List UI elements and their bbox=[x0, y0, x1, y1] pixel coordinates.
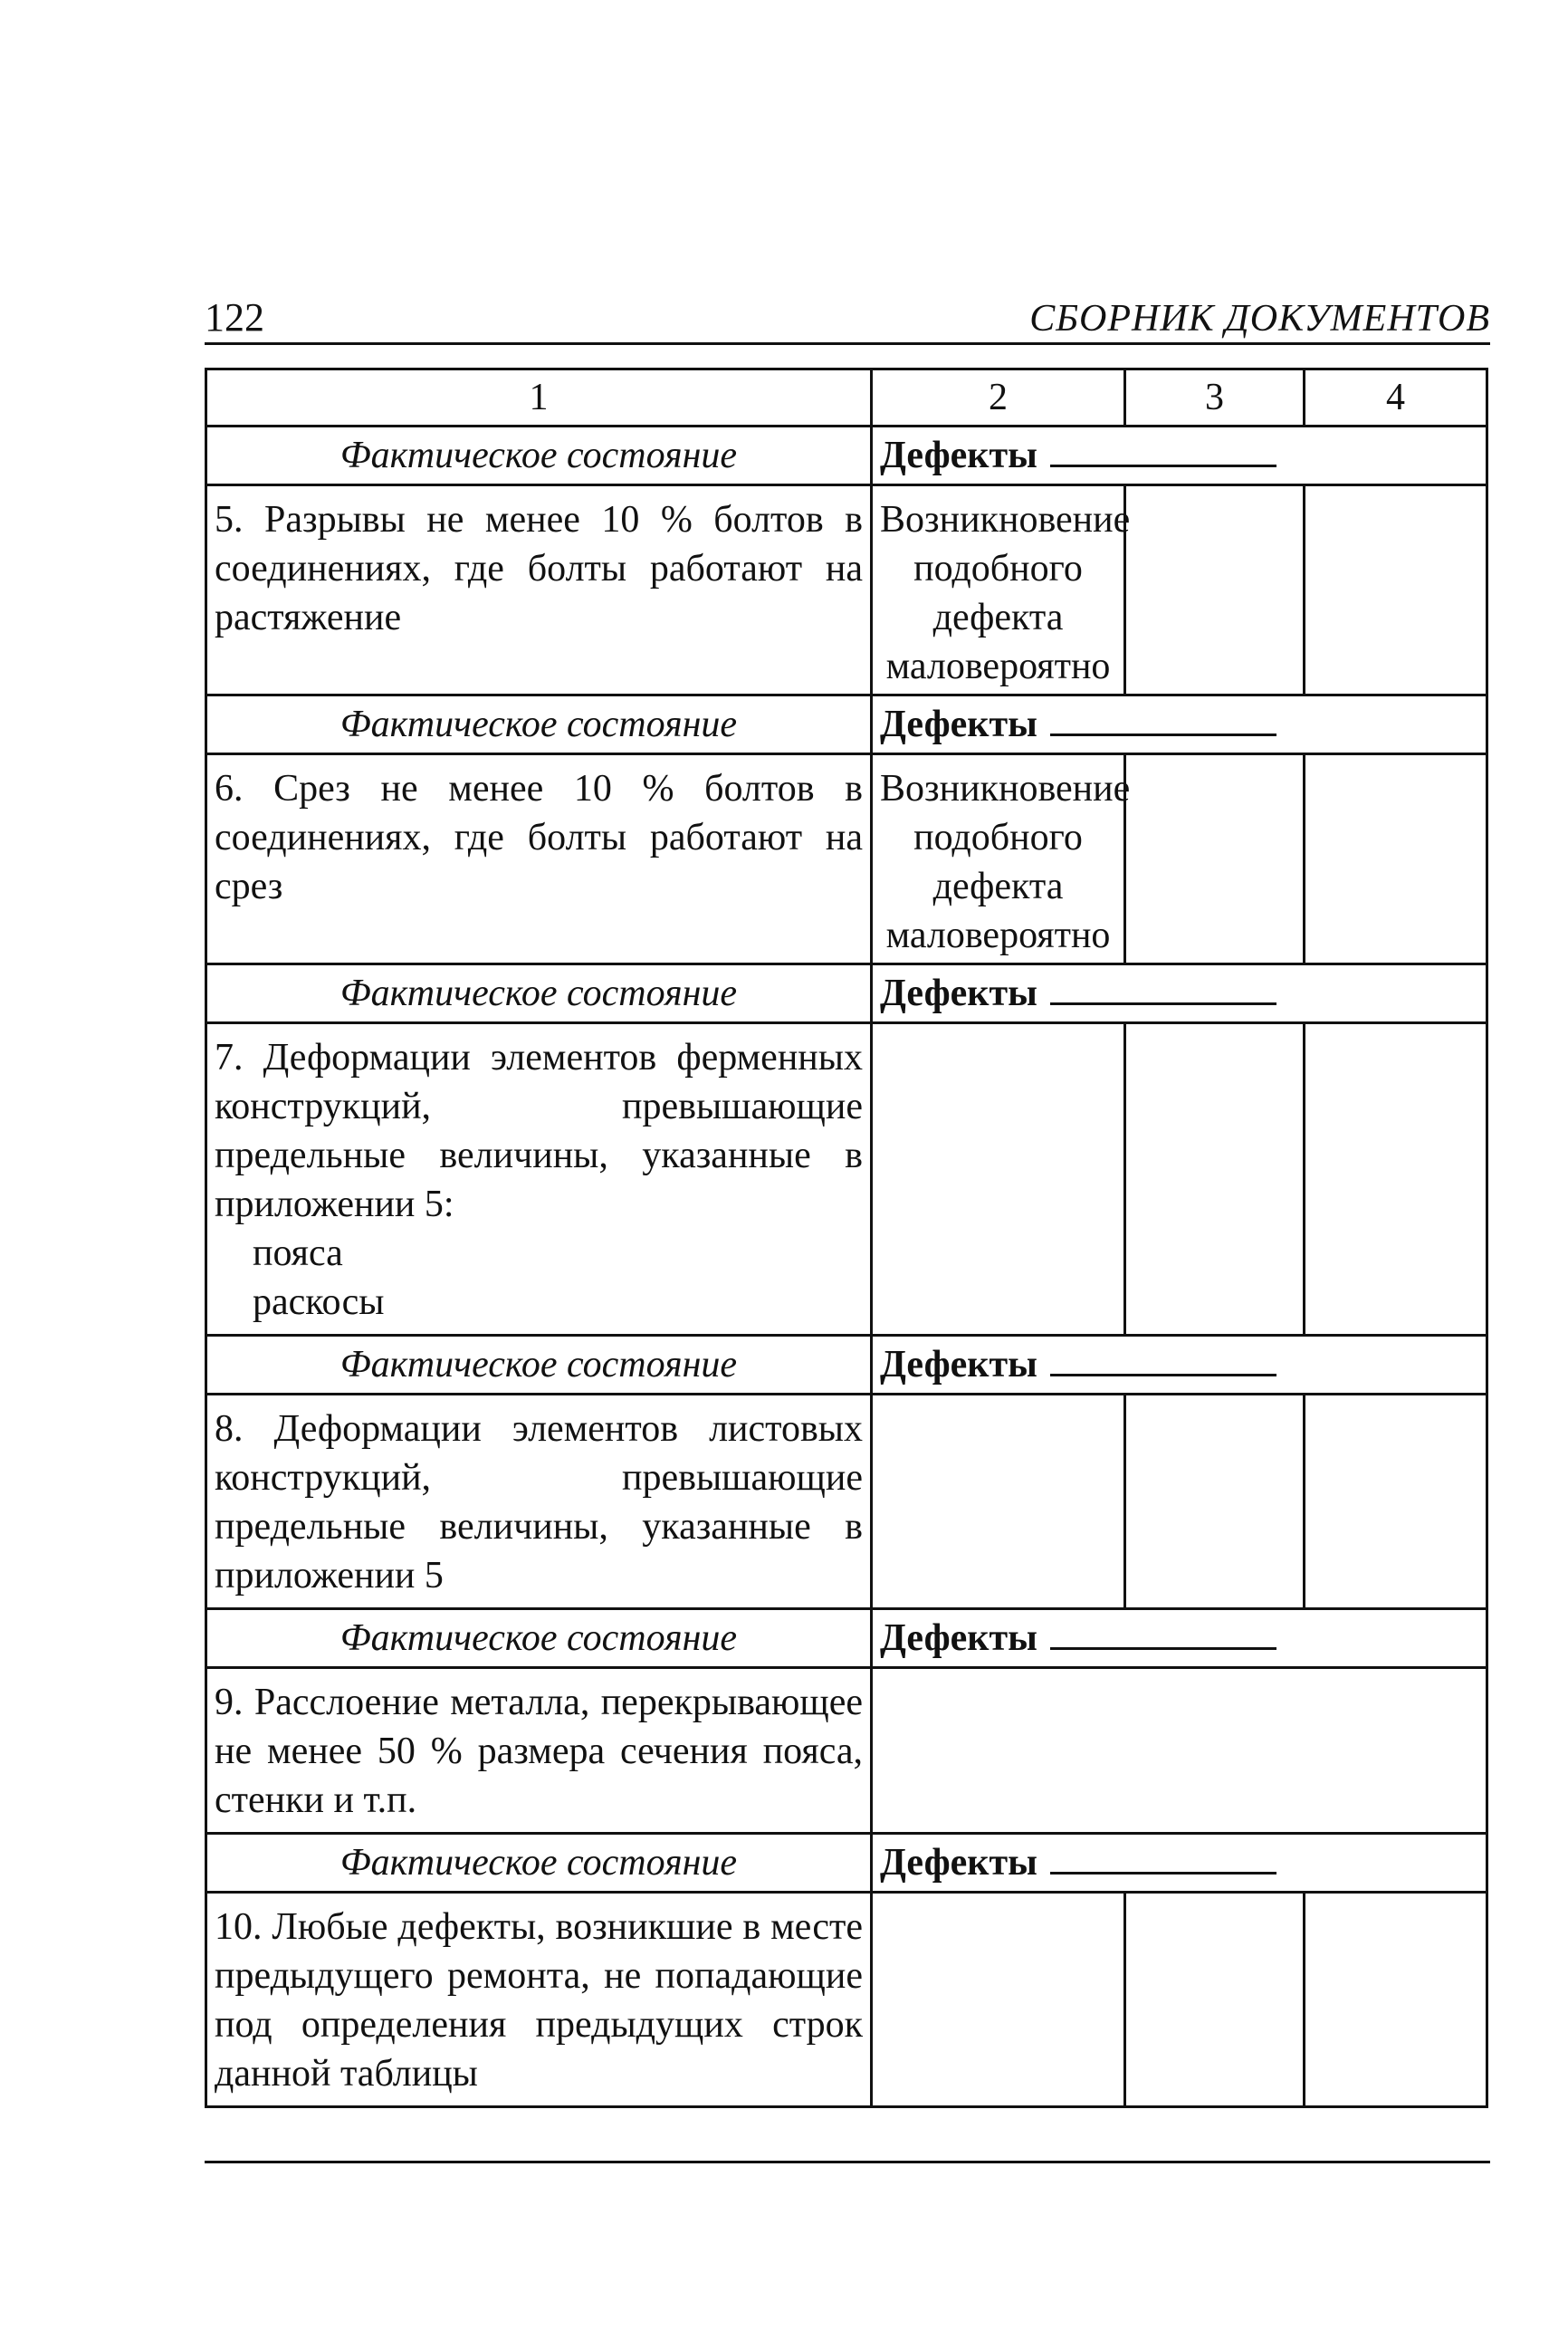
item-cell-2 bbox=[872, 1023, 1125, 1336]
defects-blank-line bbox=[1050, 703, 1276, 736]
actual-state-label: Фактическое состояние bbox=[206, 427, 872, 485]
actual-state-label: Фактическое состояние bbox=[206, 1609, 872, 1668]
item-cell-2 bbox=[872, 1395, 1125, 1609]
defects-table bbox=[205, 368, 1488, 2108]
defects-label: Дефекты bbox=[880, 704, 1037, 745]
actual-state-label: Фактическое состояние bbox=[206, 964, 872, 1023]
table-row bbox=[206, 1893, 1487, 2107]
actual-state-label: Фактическое состояние bbox=[206, 695, 872, 754]
column-number-3: 3 bbox=[1125, 369, 1305, 427]
item-cell-3 bbox=[1125, 485, 1305, 695]
item-description: 10. Любые дефекты, возникшие в месте предыдущего ремонта, не попадающие под определения предыдущих строк данной таблицы bbox=[206, 1893, 872, 2107]
defects-blank-line bbox=[1050, 1841, 1276, 1875]
subheader-row bbox=[206, 695, 1487, 754]
column-number-row bbox=[206, 369, 1487, 427]
defects-cell bbox=[872, 1834, 1487, 1893]
item-cell-4 bbox=[1305, 485, 1487, 695]
item-cell-4 bbox=[1305, 1395, 1487, 1609]
actual-state-label: Фактическое состояние bbox=[206, 1834, 872, 1893]
defects-label: Дефекты bbox=[880, 1617, 1037, 1659]
bottom-rule bbox=[205, 2161, 1490, 2163]
defects-blank-line bbox=[1050, 1616, 1276, 1650]
defects-blank-line bbox=[1050, 972, 1276, 1005]
item-cell-4 bbox=[1305, 754, 1487, 964]
defects-cell bbox=[872, 1336, 1487, 1395]
item-description: 5. Разрывы не менее 10 % болтов в соединениях, где болты работают на растяжение bbox=[206, 485, 872, 695]
defects-label: Дефекты bbox=[880, 1842, 1037, 1884]
item-description: 6. Срез не менее 10 % болтов в соединениях, где болты работают на срез bbox=[206, 754, 872, 964]
item-cell-4 bbox=[1305, 1893, 1487, 2107]
running-title: СБОРНИК ДОКУМЕНТОВ bbox=[1029, 298, 1490, 340]
item-subitem: раскосы bbox=[253, 1281, 385, 1323]
defects-blank-line bbox=[1050, 1343, 1276, 1376]
table-row bbox=[206, 1023, 1487, 1336]
defects-label: Дефекты bbox=[880, 1344, 1037, 1386]
item-cell-3 bbox=[1125, 1893, 1305, 2107]
defects-cell bbox=[872, 695, 1487, 754]
column-number-4: 4 bbox=[1305, 369, 1487, 427]
item-cell-merged bbox=[872, 1668, 1487, 1834]
item-cell-3 bbox=[1125, 1395, 1305, 1609]
item-description: 7. Деформации элементов ферменных конструкций, превышающие предельные величины, указанные в приложении 5: bbox=[215, 1037, 863, 1225]
column-number-1: 1 bbox=[206, 369, 872, 427]
defects-cell bbox=[872, 427, 1487, 485]
subheader-row bbox=[206, 1609, 1487, 1668]
item-subitem: пояса bbox=[253, 1232, 343, 1274]
table-row bbox=[206, 1668, 1487, 1834]
item-cell-4 bbox=[1305, 1023, 1487, 1336]
item-note: Возникновение подобного дефекта маловероятно bbox=[872, 754, 1125, 964]
page-header bbox=[205, 292, 1490, 345]
subheader-row bbox=[206, 427, 1487, 485]
defects-cell bbox=[872, 1609, 1487, 1668]
defects-label: Дефекты bbox=[880, 435, 1037, 476]
defects-cell bbox=[872, 964, 1487, 1023]
item-note: Возникновение подобного дефекта маловероятно bbox=[872, 485, 1125, 695]
subheader-row bbox=[206, 1336, 1487, 1395]
page-number: 122 bbox=[205, 295, 264, 340]
defects-blank-line bbox=[1050, 434, 1276, 467]
table-row bbox=[206, 754, 1487, 964]
subheader-row bbox=[206, 1834, 1487, 1893]
table-row bbox=[206, 485, 1487, 695]
item-cell-2 bbox=[872, 1893, 1125, 2107]
item-description: 8. Деформации элементов листовых конструкций, превышающие предельные величины, указанные в приложении 5 bbox=[206, 1395, 872, 1609]
defects-label: Дефекты bbox=[880, 973, 1037, 1014]
table-row bbox=[206, 1395, 1487, 1609]
column-number-2: 2 bbox=[872, 369, 1125, 427]
item-description: 9. Расслоение металла, перекрывающее не менее 50 % размера сечения пояса, стенки и т.п. bbox=[206, 1668, 872, 1834]
subheader-row bbox=[206, 964, 1487, 1023]
item-cell-3 bbox=[1125, 754, 1305, 964]
actual-state-label: Фактическое состояние bbox=[206, 1336, 872, 1395]
item-cell-3 bbox=[1125, 1023, 1305, 1336]
item-description-cell bbox=[206, 1023, 872, 1336]
